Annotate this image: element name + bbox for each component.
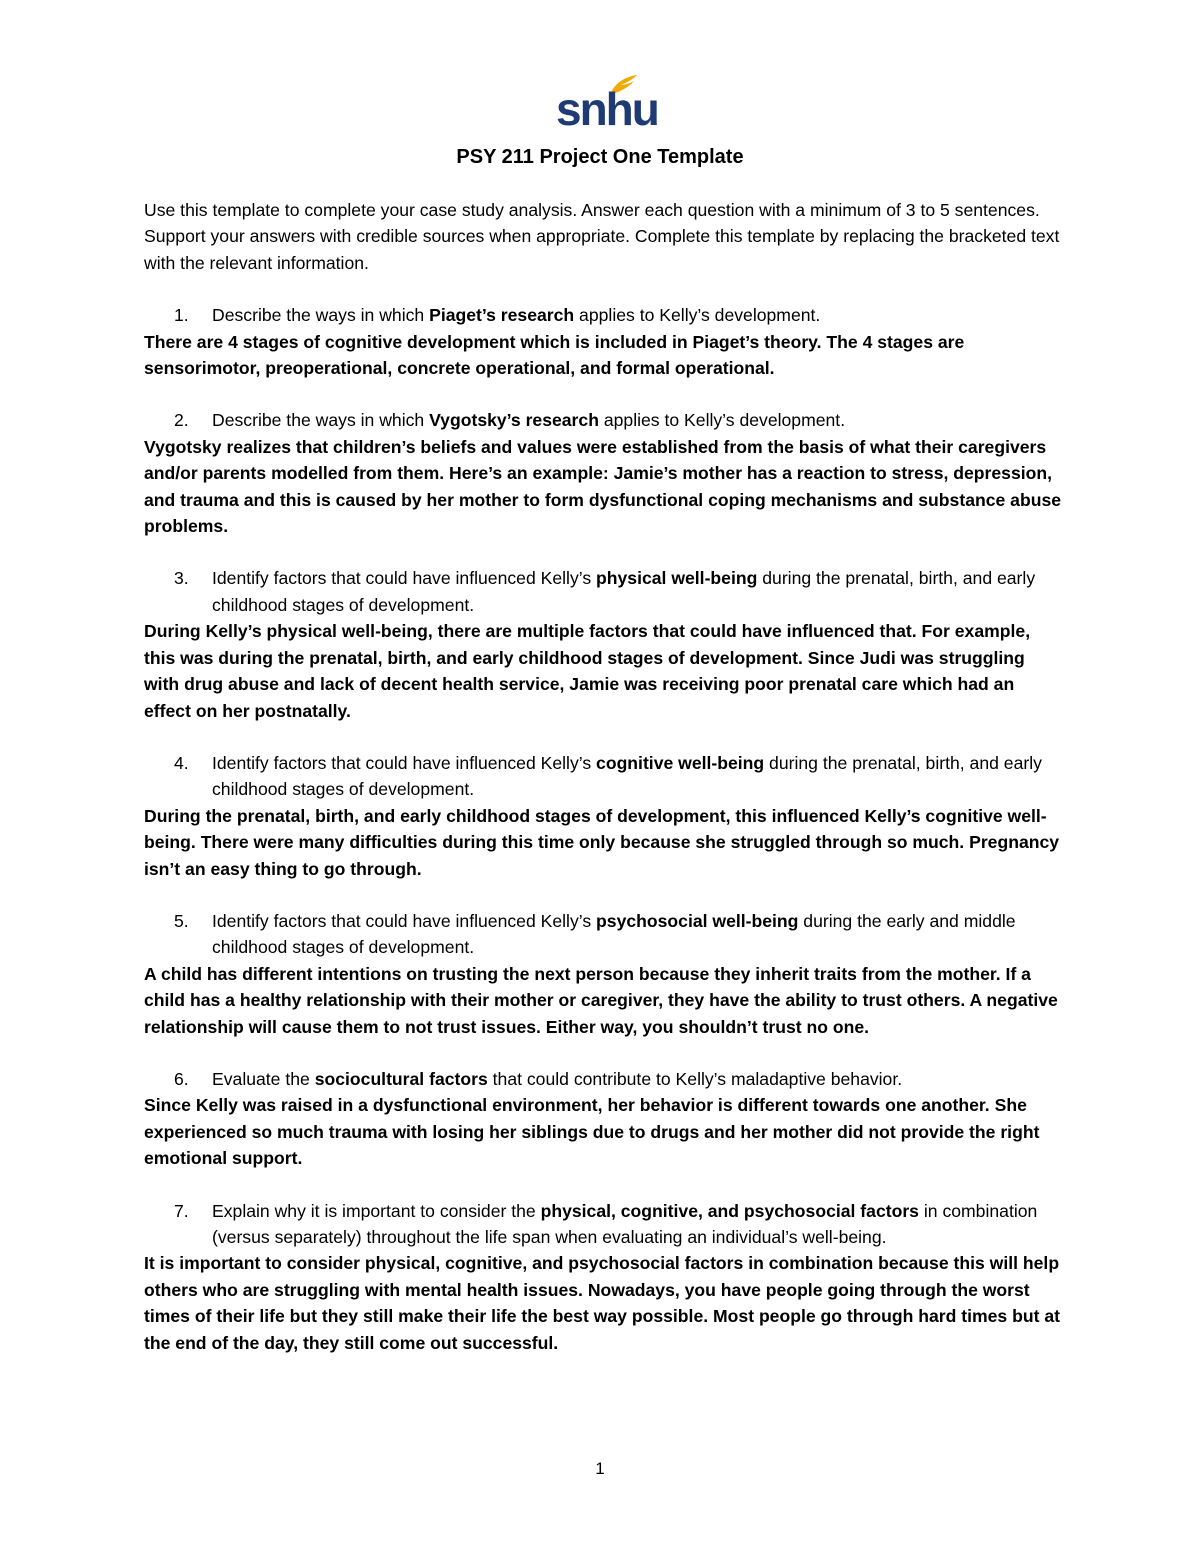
question-line [144, 908, 1064, 961]
question-line [144, 1198, 1064, 1251]
snhu-logo [556, 74, 658, 135]
question-line [144, 750, 1064, 803]
question-block [144, 1066, 1064, 1172]
document-body [144, 197, 1064, 1382]
question-line [144, 565, 1064, 618]
question-block [144, 407, 1064, 539]
question-text: Evaluate the sociocultural factors that could contribute to Kelly’s maladaptive behavior. [212, 1068, 903, 1089]
answer-text: There are 4 stages of cognitive development which is included in Piaget’s theory. The 4 stages are sensorimotor, preoperational, concrete operational, and formal operational. [144, 331, 965, 379]
question-text: Describe the ways in which Vygotsky’s research applies to Kelly’s development. [212, 410, 846, 431]
page-number: 1 [595, 1459, 605, 1478]
logo-wordmark: snhu [556, 83, 658, 135]
question-line [144, 302, 1064, 328]
answer-text: During Kelly’s physical well-being, there are multiple factors that could have influenced that. For example, this was during the prenatal, birth, and early childhood stages of development. Since Judi was struggling with drug abuse and lack of decent health service, Jamie was receiving poor prenatal care which had an effect on her postnatally. [144, 621, 1031, 721]
question-number: 1. [174, 305, 189, 326]
question-text: Identify factors that could have influenced Kelly’s cognitive well-being during the prenatal, birth, and early childhood stages of development. [212, 752, 1042, 800]
question-text: Identify factors that could have influenced Kelly’s psychosocial well-being during the early and middle childhood stages of development. [212, 910, 1016, 958]
question-text: Identify factors that could have influenced Kelly’s physical well-being during the prenatal, birth, and early childhood stages of development. [212, 568, 1036, 615]
question-text: Describe the ways in which Piaget’s research applies to Kelly’s development. [212, 305, 821, 326]
answer-text: A child has different intentions on trusting the next person because they inherit traits from the mother. If a child has a healthy relationship with their mother or caregiver, they have the ability to trust others. A negative relationship will cause them to not trust issues. Either way, you shouldn’t trust no one. [144, 963, 1058, 1037]
question-number: 6. [174, 1068, 189, 1089]
question-line [144, 1066, 1064, 1092]
question-text: Explain why it is important to consider the physical, cognitive, and psychosocial factors in combination (versus separately) throughout the life span when evaluating an individual’s well-being. [212, 1200, 1038, 1247]
answer-text: Since Kelly was raised in a dysfunctional environment, her behavior is different towards one another. She experienced so much trauma with losing her siblings due to drugs and her mother did not provide the right emotional support. [144, 1095, 1040, 1169]
answer-text: During the prenatal, birth, and early childhood stages of development, this influenced Kelly’s cognitive well-being. There were many difficulties during this time only because she struggled through so much. Pregnancy isn’t an easy thing to go through. [144, 805, 1060, 879]
question-number: 2. [174, 410, 189, 431]
answer-text: Vygotsky realizes that children’s beliefs and values were established from the basis of what their caregivers and/or parents modelled from them. Here’s an example: Jamie’s mother has a reaction to stress, depression, and trauma and this is caused by her mother to form dysfunctional coping mechanisms and substance abuse problems. [144, 436, 1062, 537]
question-number: 3. [174, 568, 189, 589]
question-number: 4. [174, 752, 189, 773]
question-block [144, 565, 1064, 723]
intro-paragraph: Use this template to complete your case study analysis. Answer each question with a minimum of 3 to 5 sentences. Support your answers with credible sources when appropriate. Complete this template by replacing the bracketed text with the relevant information. [144, 200, 1060, 273]
question-number: 7. [174, 1200, 189, 1221]
question-block [144, 750, 1064, 882]
question-block [144, 908, 1064, 1040]
document-title: PSY 211 Project One Template [456, 146, 744, 168]
answer-text: It is important to consider physical, cognitive, and psychosocial factors in combination because this will help others who are struggling with mental health issues. Nowadays, you have people going through the worst times of their life but they still make their life the best way possible. Most people go through hard times but at the end of the day, they still come out successful. [144, 1253, 1060, 1353]
question-number: 5. [174, 910, 189, 931]
question-line [144, 407, 1064, 433]
question-block [144, 1198, 1064, 1356]
question-block [144, 302, 1064, 381]
